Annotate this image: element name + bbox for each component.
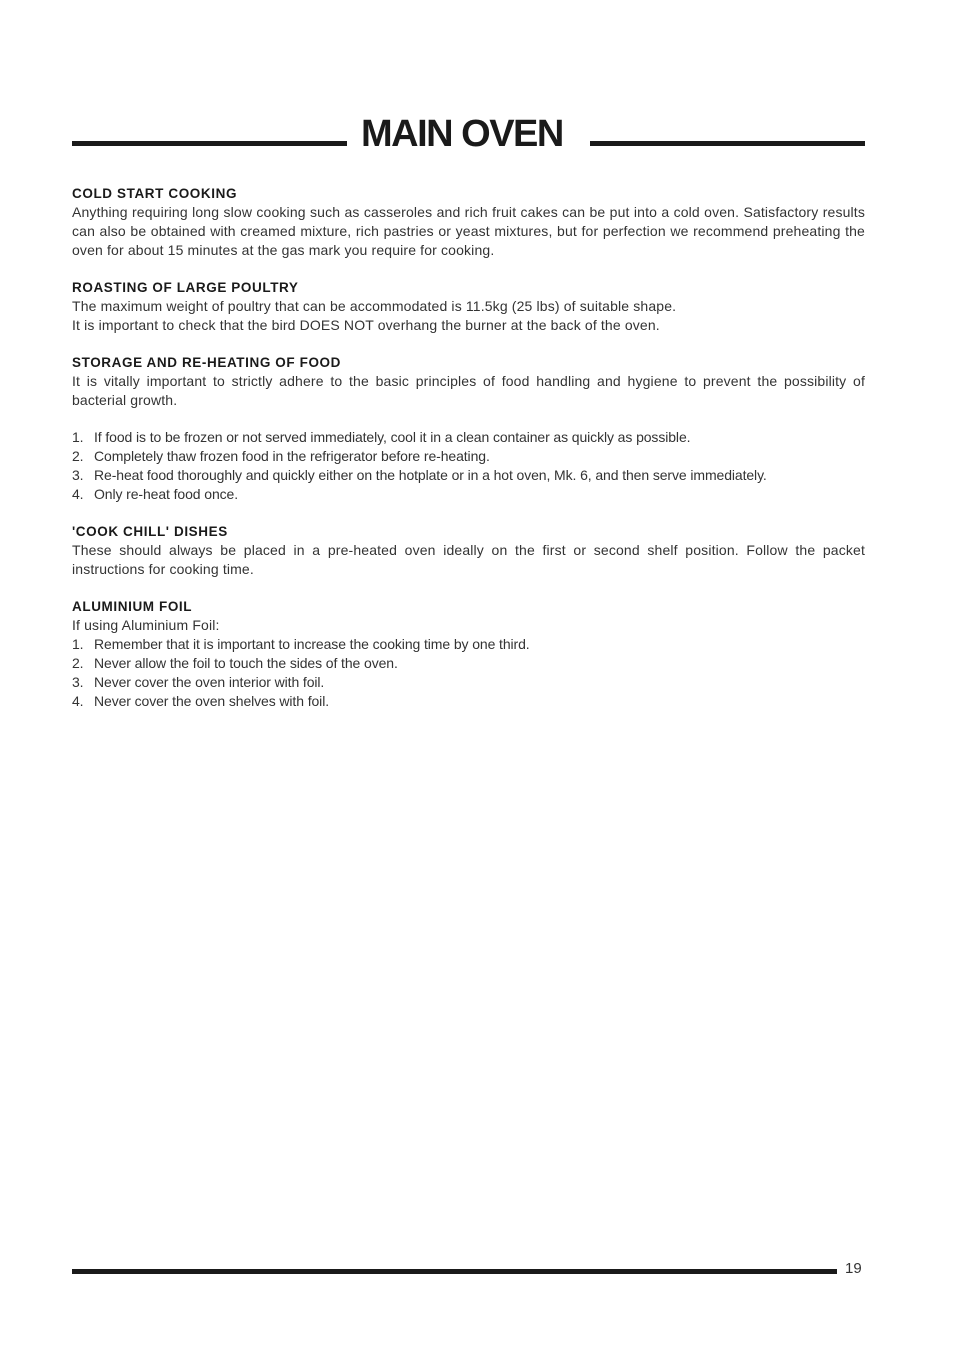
section-roasting-large-poultry <box>72 278 865 335</box>
list-item-text: Remember that it is important to increase the cooking time by one third. <box>94 636 530 652</box>
list-item <box>72 635 865 654</box>
page-header <box>72 112 865 156</box>
list-item-number: 2. <box>72 655 84 671</box>
footer-rule <box>72 1269 837 1274</box>
list-item-text: Never allow the foil to touch the sides of the oven. <box>94 655 398 671</box>
list-item-text: Re-heat food thoroughly and quickly either on the hotplate or in a hot oven, Mk. 6, and then serve immediately. <box>94 467 767 483</box>
list-item-number: 1. <box>72 429 84 445</box>
list-item-text: Never cover the oven interior with foil. <box>94 674 325 690</box>
section-paragraph: It is important to check that the bird DOES NOT overhang the burner at the back of the oven. <box>72 317 660 333</box>
list-item-number: 4. <box>72 486 84 502</box>
list-item-number: 4. <box>72 693 84 709</box>
section-cold-start-cooking <box>72 184 865 260</box>
list-item <box>72 673 865 692</box>
section-aluminium-foil <box>72 597 865 711</box>
list-item-text: Only re-heat food once. <box>94 486 239 502</box>
list-item-number: 3. <box>72 674 84 690</box>
header-rule-right <box>590 141 865 146</box>
list-item-number: 3. <box>72 467 84 483</box>
page-number: 19 <box>845 1260 862 1277</box>
list-item-number: 2. <box>72 448 84 464</box>
section-heading: ROASTING OF LARGE POULTRY <box>72 280 299 295</box>
section-paragraph: If using Aluminium Foil: <box>72 617 220 633</box>
list-item <box>72 654 865 673</box>
section-paragraph: The maximum weight of poultry that can be accommodated is 11.5kg (25 lbs) of suitable shape. <box>72 298 677 314</box>
section-paragraph: These should always be placed in a pre-heated oven ideally on the first or second shelf position. Follow the packet instructions for cooking time. <box>72 542 865 577</box>
section-paragraph: It is vitally important to strictly adhere to the basic principles of food handling and hygiene to prevent the possibility of bacterial growth. <box>72 373 865 408</box>
section-heading: 'COOK CHILL' DISHES <box>72 524 228 539</box>
section-heading: COLD START COOKING <box>72 186 238 201</box>
list-item <box>72 692 865 711</box>
section-cook-chill-dishes <box>72 522 865 579</box>
section-heading: ALUMINIUM FOIL <box>72 599 193 614</box>
list-item <box>72 466 865 485</box>
list-item-number: 1. <box>72 636 84 652</box>
section-storage-reheating <box>72 353 865 410</box>
section-paragraph: Anything requiring long slow cooking such as casseroles and rich fruit cakes can be put into a cold oven. Satisfactory results can also be obtained with creamed mixture, rich pastries or yeast mixtures, but for perfection we recommend preheating the oven for about 15 minutes at the gas mark you require for cooking. <box>72 204 865 258</box>
aluminium-foil-list <box>72 635 865 711</box>
page-title: MAIN OVEN <box>361 113 563 155</box>
list-item-text: Never cover the oven shelves with foil. <box>94 693 329 709</box>
list-item <box>72 447 865 466</box>
storage-reheating-list <box>72 428 865 504</box>
list-item-text: Completely thaw frozen food in the refrigerator before re-heating. <box>94 448 490 464</box>
list-item <box>72 485 865 504</box>
list-item-text: If food is to be frozen or not served immediately, cool it in a clean container as quickly as possible. <box>94 429 691 445</box>
header-rule-left <box>72 141 347 146</box>
list-item <box>72 428 865 447</box>
section-heading: STORAGE AND RE-HEATING OF FOOD <box>72 355 342 370</box>
page-content <box>72 184 865 729</box>
storage-reheating-list-block <box>72 428 865 504</box>
